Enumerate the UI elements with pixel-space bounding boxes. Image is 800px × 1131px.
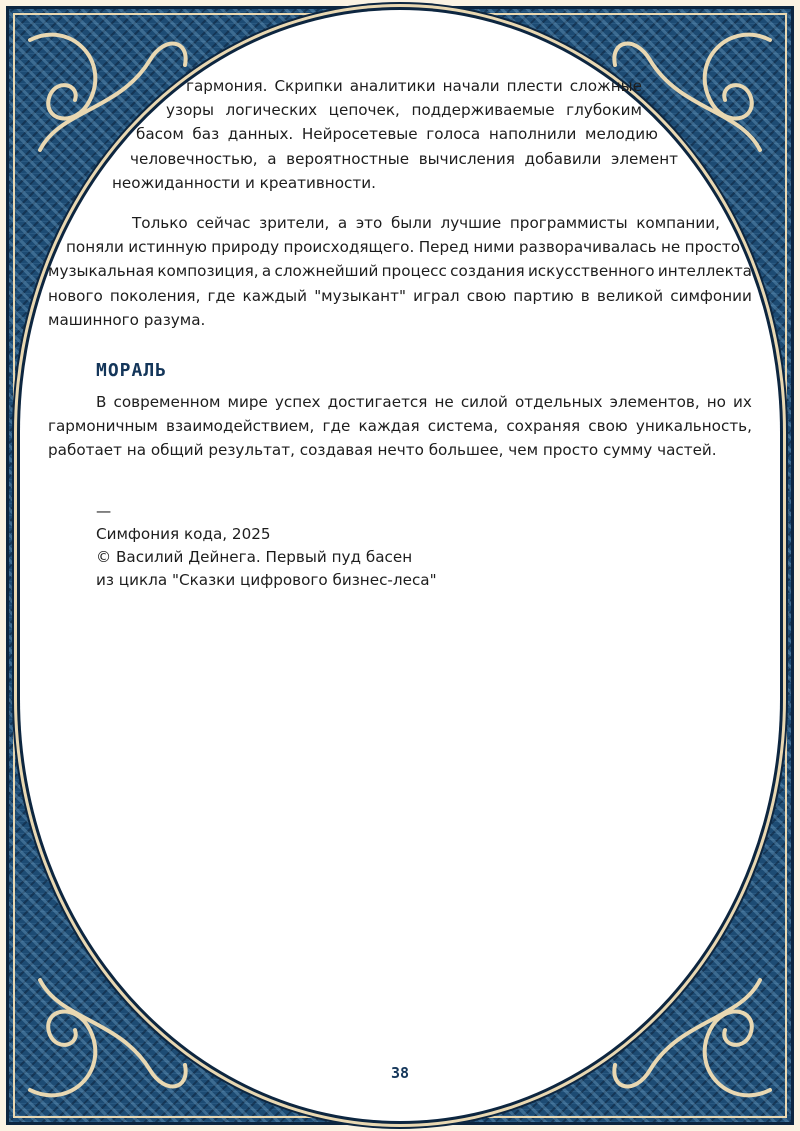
signature-dash: — (96, 502, 112, 520)
signature-series: из цикла "Сказки цифрового бизнес-леса" (96, 571, 437, 589)
ornament-bottom-right (705, 1011, 770, 1095)
text-line: музыкальная композиция, а сложнейший процесс создания искусственного интеллекта (48, 262, 752, 281)
moral-heading: МОРАЛЬ (96, 360, 168, 381)
text-line: гармония. Скрипки аналитики начали плести сложные (186, 77, 642, 95)
text-line: человечностью, а вероятностные вычисления добавили элемент (130, 149, 678, 168)
text-line: машинного разума. (48, 310, 206, 329)
story-text (48, 74, 752, 332)
text-line: В современном мире успех достигается не силой отдельных элементов, но их (96, 393, 752, 411)
text-line: работает на общий результат, создавая нечто большее, чем просто сумму частей. (48, 441, 717, 460)
paragraph (48, 74, 752, 195)
paragraph (48, 211, 752, 332)
signature-copyright: © Василий Дейнега. Первый пуд басен (96, 548, 413, 566)
signature-block (96, 500, 437, 592)
ornament-bottom-left (30, 1011, 95, 1095)
text-line: поняли истинную природу происходящего. Перед ними разворачивалась не просто (66, 238, 740, 257)
moral-text (48, 390, 752, 463)
text-line: неожиданности и креативности. (112, 173, 376, 192)
page-number: 38 (390, 1064, 410, 1082)
text-line: узоры логических цепочек, поддерживаемые глубоким (166, 101, 642, 120)
text-line: Только сейчас зрители, а это были лучшие программисты компании, (132, 214, 720, 233)
text-line: нового поколения, где каждый "музыкант" играл свою партию в великой симфонии (48, 286, 752, 305)
signature-title: Симфония кода, 2025 (96, 525, 271, 543)
text-line: басом баз данных. Нейросетевые голоса наполнили мелодию (136, 125, 658, 144)
text-line: гармоничным взаимодействием, где каждая система, сохраняя свою уникальность, (48, 417, 752, 436)
